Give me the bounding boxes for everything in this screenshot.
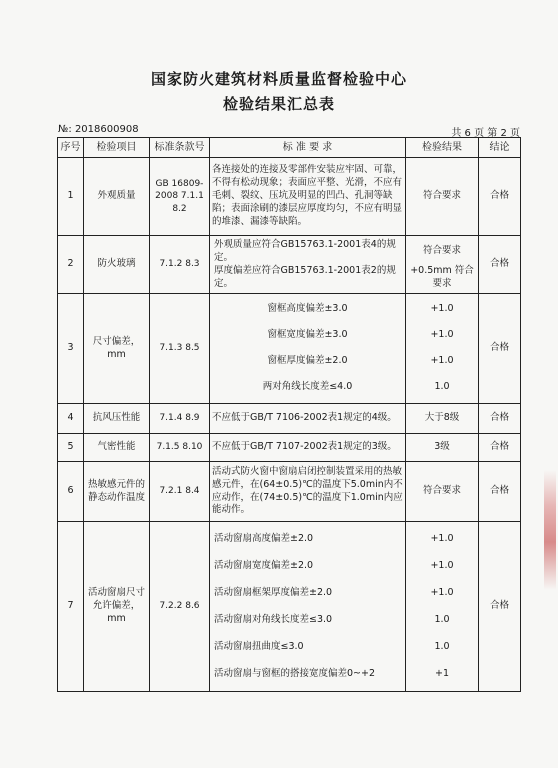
sub-requirement: 窗框宽度偏差±3.0 — [267, 329, 348, 341]
table-row — [58, 236, 521, 294]
row-clause: 7.1.3 8.5 — [150, 294, 210, 404]
results-table — [57, 137, 521, 692]
row-item: 抗风压性能 — [84, 404, 150, 434]
report-title: 国家防火建筑材料质量监督检验中心 — [150, 70, 407, 88]
col-header-no: 序号 — [58, 138, 84, 158]
sub-result: 1.0 — [434, 640, 450, 652]
col-header-requirement: 标 准 要 求 — [210, 138, 406, 158]
row-requirement — [210, 522, 406, 692]
row-result — [406, 522, 479, 692]
col-header-clause: 标准条款号 — [150, 138, 210, 158]
sub-requirement: 活动窗扇扭曲度≤3.0 — [214, 640, 304, 652]
sub-result: 符合要求 — [422, 245, 461, 257]
sub-result: +1.0 — [430, 329, 454, 341]
col-header-result: 检验结果 — [406, 138, 479, 158]
sub-result: +1.0 — [430, 532, 454, 544]
row-item: 防火玻璃 — [84, 236, 150, 294]
row-no: 6 — [58, 462, 84, 522]
sub-result: +1.0 — [430, 559, 454, 571]
sub-requirement: 窗框高度偏差±3.0 — [267, 303, 348, 315]
row-requirement — [210, 236, 406, 294]
row-requirement: 不应低于GB/T 7107-2002表1规定的3级。 — [210, 434, 406, 462]
row-conclusion: 合格 — [479, 158, 521, 236]
row-clause: 7.2.1 8.4 — [150, 462, 210, 522]
row-result: 符合要求 — [406, 158, 479, 236]
row-no: 1 — [58, 158, 84, 236]
table-row — [58, 404, 521, 434]
table-row — [58, 522, 521, 692]
row-clause: 7.1.4 8.9 — [150, 404, 210, 434]
col-header-item: 检验项目 — [84, 138, 150, 158]
row-requirement: 不应低于GB/T 7106-2002表1规定的4级。 — [210, 404, 406, 434]
table-row — [58, 462, 521, 522]
sub-requirement: 厚度偏差应符合GB15763.1-2001表2的规定。 — [214, 264, 396, 289]
row-item: 外观质量 — [84, 158, 150, 236]
row-no: 5 — [58, 434, 84, 462]
sub-requirement: 外观质量应符合GB15763.1-2001表4的规定。 — [214, 238, 396, 263]
sub-result: 1.0 — [434, 613, 450, 625]
row-result: 3级 — [406, 434, 479, 462]
table-row — [58, 294, 521, 404]
row-result — [406, 236, 479, 294]
row-item: 热敏感元件的静态动作温度 — [84, 462, 150, 522]
sub-requirement: 活动窗扇宽度偏差±2.0 — [214, 559, 314, 571]
table-row — [58, 158, 521, 236]
sub-result: +1.0 — [430, 586, 454, 598]
sub-requirement: 活动窗扇高度偏差±2.0 — [214, 532, 314, 544]
sub-requirement: 活动窗扇对角线长度差≤3.0 — [214, 613, 333, 625]
page-info: 共 6 页 第 2 页 — [451, 128, 520, 139]
sub-requirement: 两对角线长度差≤4.0 — [262, 381, 353, 393]
row-conclusion: 合格 — [479, 522, 521, 692]
row-conclusion: 合格 — [479, 294, 521, 404]
row-conclusion: 合格 — [479, 434, 521, 462]
sub-result: 1.0 — [434, 381, 450, 393]
table-row — [58, 434, 521, 462]
row-no: 3 — [58, 294, 84, 404]
table-header-row — [58, 138, 521, 158]
row-no: 4 — [58, 404, 84, 434]
sub-result: +1.0 — [430, 355, 454, 367]
row-conclusion: 合格 — [479, 236, 521, 294]
row-conclusion: 合格 — [479, 462, 521, 522]
row-clause: GB 16809-2008 7.1.1 8.2 — [150, 158, 210, 236]
sub-result: +0.5mm 符合要求 — [410, 264, 474, 289]
row-clause: 7.1.2 8.3 — [150, 236, 210, 294]
row-result — [406, 294, 479, 404]
report-number: №: 2018600908 — [58, 124, 139, 135]
row-item: 气密性能 — [84, 434, 150, 462]
row-requirement: 活动式防火窗中窗扇启闭控制装置采用的热敏感元件，在(64±0.5)℃的温度下5.0min内不应动作，在(74±0.5)℃的温度下1.0min内应能动作。 — [210, 462, 406, 522]
sub-result: +1.0 — [430, 303, 454, 315]
report-subtitle: 检验结果汇总表 — [222, 95, 335, 113]
sub-requirement: 窗框厚度偏差±2.0 — [267, 355, 348, 367]
row-item: 尺寸偏差，mm — [84, 294, 150, 404]
row-result: 符合要求 — [406, 462, 479, 522]
row-no: 7 — [58, 522, 84, 692]
row-clause: 7.2.2 8.6 — [150, 522, 210, 692]
row-item: 活动窗扇尺寸允许偏差，mm — [84, 522, 150, 692]
row-requirement — [210, 294, 406, 404]
row-result: 大于8级 — [406, 404, 479, 434]
sub-requirement: 活动窗扇框架厚度偏差±2.0 — [214, 586, 333, 598]
col-header-conclusion: 结论 — [479, 138, 521, 158]
row-conclusion: 合格 — [479, 404, 521, 434]
sub-result: +1 — [434, 667, 449, 679]
seal-stamp-edge — [544, 470, 556, 590]
row-clause: 7.1.5 8.10 — [150, 434, 210, 462]
sub-requirement: 活动窗扇与窗框的搭接宽度偏差0~+2 — [214, 667, 376, 679]
row-no: 2 — [58, 236, 84, 294]
row-requirement: 各连接处的连接及零部件安装应牢固、可靠，不得有松动现象；表面应平整、光滑，不应有毛刺、裂纹、压坑及明显的凹凸、孔洞等缺陷；表面涂刷的漆层应厚度均匀，不应有明显的堆漆、漏漆等缺陷。 — [210, 158, 406, 236]
